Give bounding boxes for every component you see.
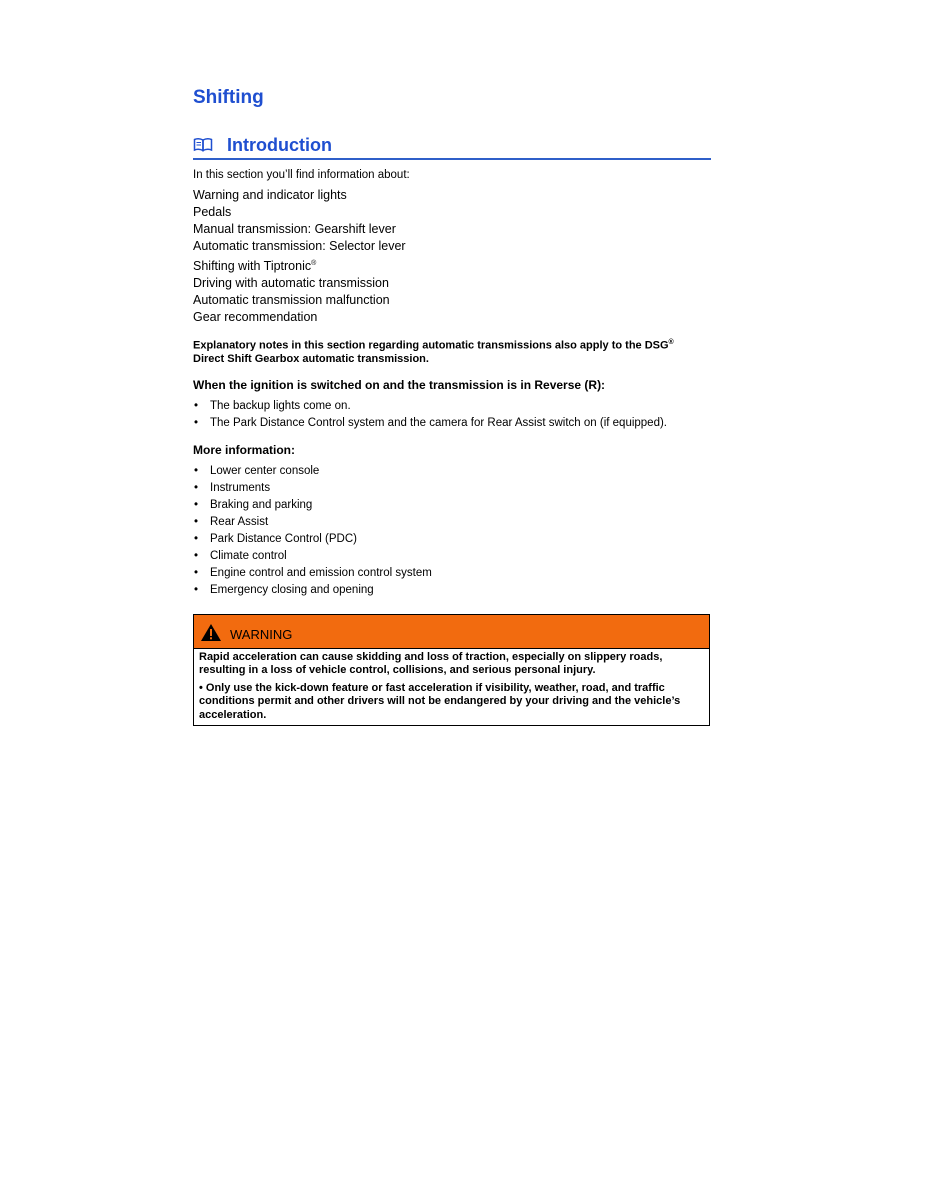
topic-item[interactable]: Driving with automatic transmission [193, 276, 389, 291]
warning-body [194, 649, 709, 726]
warning-triangle-icon [200, 623, 222, 642]
more-info-link[interactable]: • Instruments [193, 480, 713, 497]
more-info-list [193, 463, 713, 599]
section-title: Introduction [227, 135, 332, 155]
more-info-link[interactable]: • Climate control [193, 548, 713, 565]
more-info-link[interactable]: • Lower center console [193, 463, 713, 480]
warning-box [193, 614, 710, 727]
topic-item[interactable]: Shifting with Tiptronic® [193, 259, 317, 274]
topic-list [193, 187, 713, 326]
page-content [193, 86, 713, 726]
more-info-link[interactable]: • Braking and parking [193, 497, 713, 514]
more-info-link[interactable]: • Engine control and emission control system [193, 565, 713, 582]
more-info-heading: More information: [193, 442, 295, 457]
more-info-link[interactable]: • Emergency closing and opening [193, 582, 713, 599]
topic-item[interactable]: Gear recommendation [193, 310, 318, 325]
topic-item[interactable]: Automatic transmission: Selector lever [193, 239, 406, 253]
intro-text: In this section you’ll find information about: [193, 169, 410, 181]
section-header [193, 134, 711, 160]
book-icon [193, 137, 213, 153]
explanatory-note: Explanatory notes in this section regarding automatic transmissions also apply to the DSG® Direct Shift Gearbox automatic transmission. [193, 339, 674, 366]
registered-mark: ® [311, 260, 317, 267]
more-info-link[interactable]: • Park Distance Control (PDC) [193, 531, 713, 548]
warning-paragraph: Rapid acceleration can cause skidding and loss of traction, especially on slippery roads, resulting in a loss of vehicle control, collisions, and serious personal injury. [199, 650, 663, 677]
reverse-list [193, 398, 713, 432]
topic-item[interactable]: Warning and indicator lights [193, 188, 347, 202]
chapter-title: Shifting [193, 87, 264, 108]
warning-title: WARNING [230, 626, 293, 642]
list-item: • The backup lights come on. [193, 398, 713, 415]
reverse-heading: When the ignition is switched on and the transmission is in Reverse (R): [193, 377, 606, 392]
topic-item[interactable]: Manual transmission: Gearshift lever [193, 222, 396, 236]
warning-header [194, 615, 709, 649]
list-item: • The Park Distance Control system and the camera for Rear Assist switch on (if equipped). [193, 415, 713, 432]
more-info-link[interactable]: • Rear Assist [193, 514, 713, 531]
warning-paragraph: • Only use the kick-down feature or fast acceleration if visibility, weather, road, and traffic conditions permit and other drivers will not be endangered by your driving and the vehicle’s acceleration. [199, 681, 681, 721]
topic-item[interactable]: Pedals [193, 205, 232, 219]
topic-item[interactable]: Automatic transmission malfunction [193, 293, 390, 308]
